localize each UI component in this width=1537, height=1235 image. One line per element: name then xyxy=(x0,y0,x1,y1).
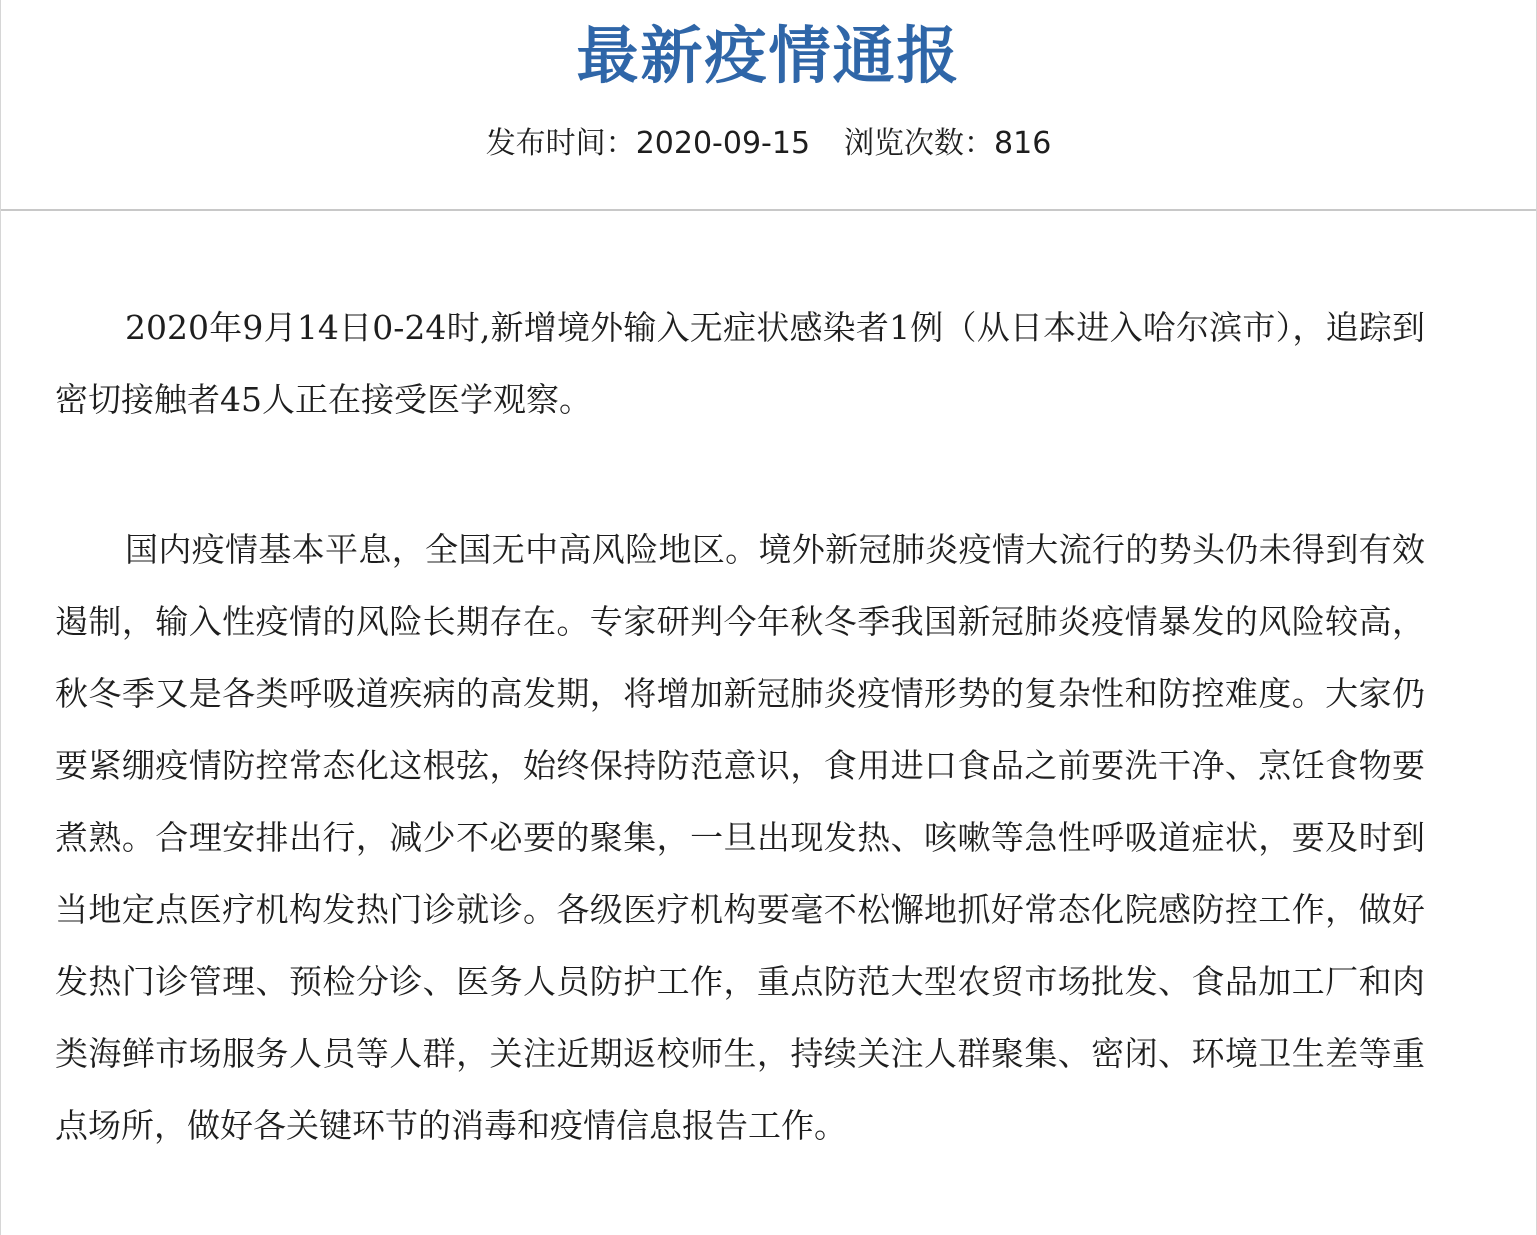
article-meta xyxy=(1,124,1536,164)
paragraph-prevention-advice: 国内疫情基本平息，全国无中高风险地区。境外新冠肺炎疫情大流行的势头仍未得到有效遏制，输入性疫情的风险长期存在。专家研判今年秋冬季我国新冠肺炎疫情暴发的风险较高，秋冬季又是各类呼吸道疾病的高发期，将增加新冠肺炎疫情形势的复杂性和防控难度。大家仍要紧绷疫情防控常态化这根弦，始终保持防范意识，食用进口食品之前要洗干净、烹饪食物要煮熟。合理安排出行，减少不必要的聚集，一旦出现发热、咳嗽等急性呼吸道症状，要及时到当地定点医疗机构发热门诊就诊。各级医疗机构要毫不松懈地抓好常态化院感防控工作，做好发热门诊管理、预检分诊、医务人员防护工作，重点防范大型农贸市场批发、食品加工厂和肉类海鲜市场服务人员等人群，关注近期返校师生，持续关注人群聚集、密闭、环境卫生差等重点场所，做好各关键环节的消毒和疫情信息报告工作。 xyxy=(55,530,1425,1145)
article-header xyxy=(1,0,1536,211)
views-count: 816 xyxy=(994,126,1052,161)
publish-label: 发布时间： xyxy=(485,126,636,161)
paragraph-new-case: 2020年9月14日0-24时,新增境外输入无症状感染者1例（从日本进入哈尔滨市），追踪到密切接触者45人正在接受医学观察。 xyxy=(55,308,1425,419)
article-body xyxy=(55,292,1425,1162)
views-label: 浏览次数： xyxy=(844,126,995,161)
article-title: 最新疫情通报 xyxy=(576,19,961,92)
publish-date: 2020-09-15 xyxy=(635,126,811,161)
